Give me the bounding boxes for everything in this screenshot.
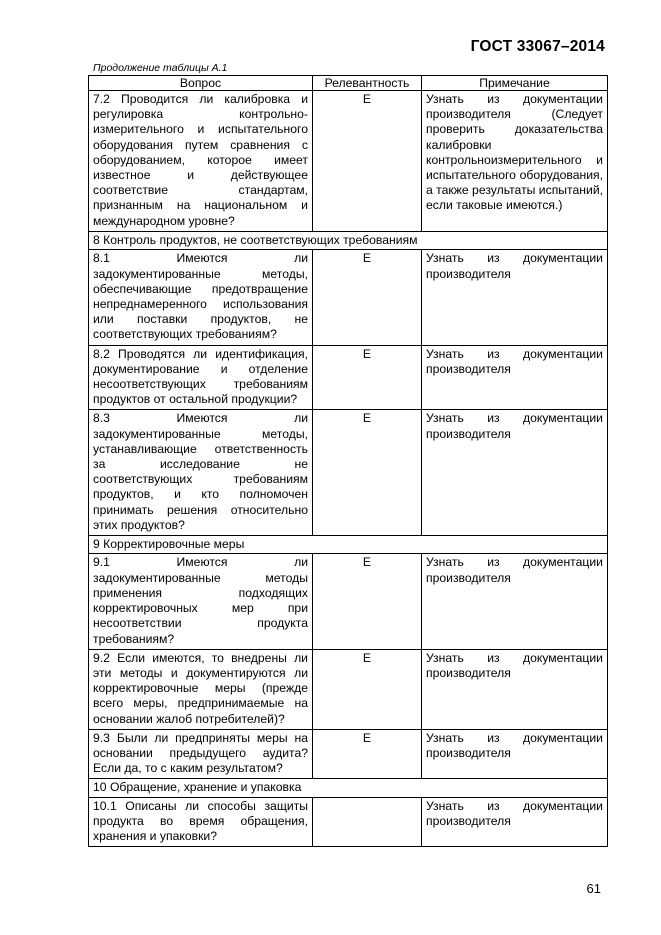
requirements-table (88, 75, 608, 847)
relevance-cell: Е (313, 729, 422, 779)
relevance-cell: Е (313, 250, 422, 345)
relevance-cell: Е (313, 410, 422, 536)
question-cell: 9.3 Были ли предприняты меры на основании предыдущего аудита? Если да, то с каким результатом? (89, 729, 313, 779)
table-row (89, 797, 608, 847)
section-title: 10 Обращение, хранение и упаковка (89, 779, 608, 798)
table-header-row (89, 76, 608, 91)
table-row (89, 250, 608, 345)
table-row (89, 345, 608, 410)
relevance-cell: Е (313, 345, 422, 410)
table-row (89, 649, 608, 729)
question-cell: 8.2 Проводятся ли идентификация, документирование и отделение несоответствующих требованиям продуктов от остальной продукции? (89, 345, 313, 410)
question-cell: 10.1 Описаны ли способы защиты продукта во время обращения, хранения и упаковки? (89, 797, 313, 847)
question-cell: 8.1 Имеются ли задокументированные методы, обеспечивающие предотвращение непреднамеренного использования или поставки продуктов, не соответствующих требованиям? (89, 250, 313, 345)
table-row (89, 729, 608, 779)
column-header-question: Вопрос (89, 76, 313, 91)
section-title: 9 Корректировочные меры (89, 535, 608, 554)
note-cell: Узнать из документации производителя (422, 649, 608, 729)
note-cell: Узнать из документации производителя (422, 345, 608, 410)
section-title: 8 Контроль продуктов, не соответствующих требованиям (89, 231, 608, 250)
standard-designation: ГОСТ 33067–2014 (470, 38, 605, 55)
section-row (89, 231, 608, 250)
table-row (89, 554, 608, 649)
question-cell: 9.2 Если имеются, то внедрены ли эти методы и документируются ли корректировочные меры (прежде всего меры, предпринимаемые на основании жалоб потребителей)? (89, 649, 313, 729)
relevance-cell: Е (313, 554, 422, 649)
relevance-cell (313, 797, 422, 847)
note-cell: Узнать из документации производителя (422, 250, 608, 345)
note-cell: Узнать из документации производителя (422, 729, 608, 779)
note-cell: Узнать из документации производителя (422, 554, 608, 649)
page-number: 61 (586, 881, 601, 896)
relevance-cell: Е (313, 91, 422, 232)
question-cell: 7.2 Проводится ли калибровка и регулировка контрольно-измерительного и испытательного оборудования путем сравнения с оборудованием, которое имеет известное и действующее соответствие стандартам, признанным на национальном и международном уровне? (89, 91, 313, 232)
table-body (89, 91, 608, 847)
section-row (89, 779, 608, 798)
column-header-relevance: Релевантность (313, 76, 422, 91)
table-continuation-caption: Продолжение таблицы А.1 (93, 62, 228, 74)
question-cell: 9.1 Имеются ли задокументированные методы применения подходящих корректировочных мер при несоответствии продукта требованиям? (89, 554, 313, 649)
question-cell: 8.3 Имеются ли задокументированные методы, устанавливающие ответственность за исследование не соответствующих требованиям продуктов, и кто полномочен принимать решения относительно этих продуктов? (89, 410, 313, 536)
relevance-cell: Е (313, 649, 422, 729)
section-row (89, 535, 608, 554)
note-cell: Узнать из документации производителя (422, 410, 608, 536)
note-cell: Узнать из документации производителя (422, 797, 608, 847)
note-cell: Узнать из документации производителя (Следует проверить доказательства калибровки контрольноизмерительного и испытательного оборудования, а также результаты испытаний, если таковые имеются.) (422, 91, 608, 232)
table-row (89, 91, 608, 232)
table-row (89, 410, 608, 536)
column-header-note: Примечание (422, 76, 608, 91)
